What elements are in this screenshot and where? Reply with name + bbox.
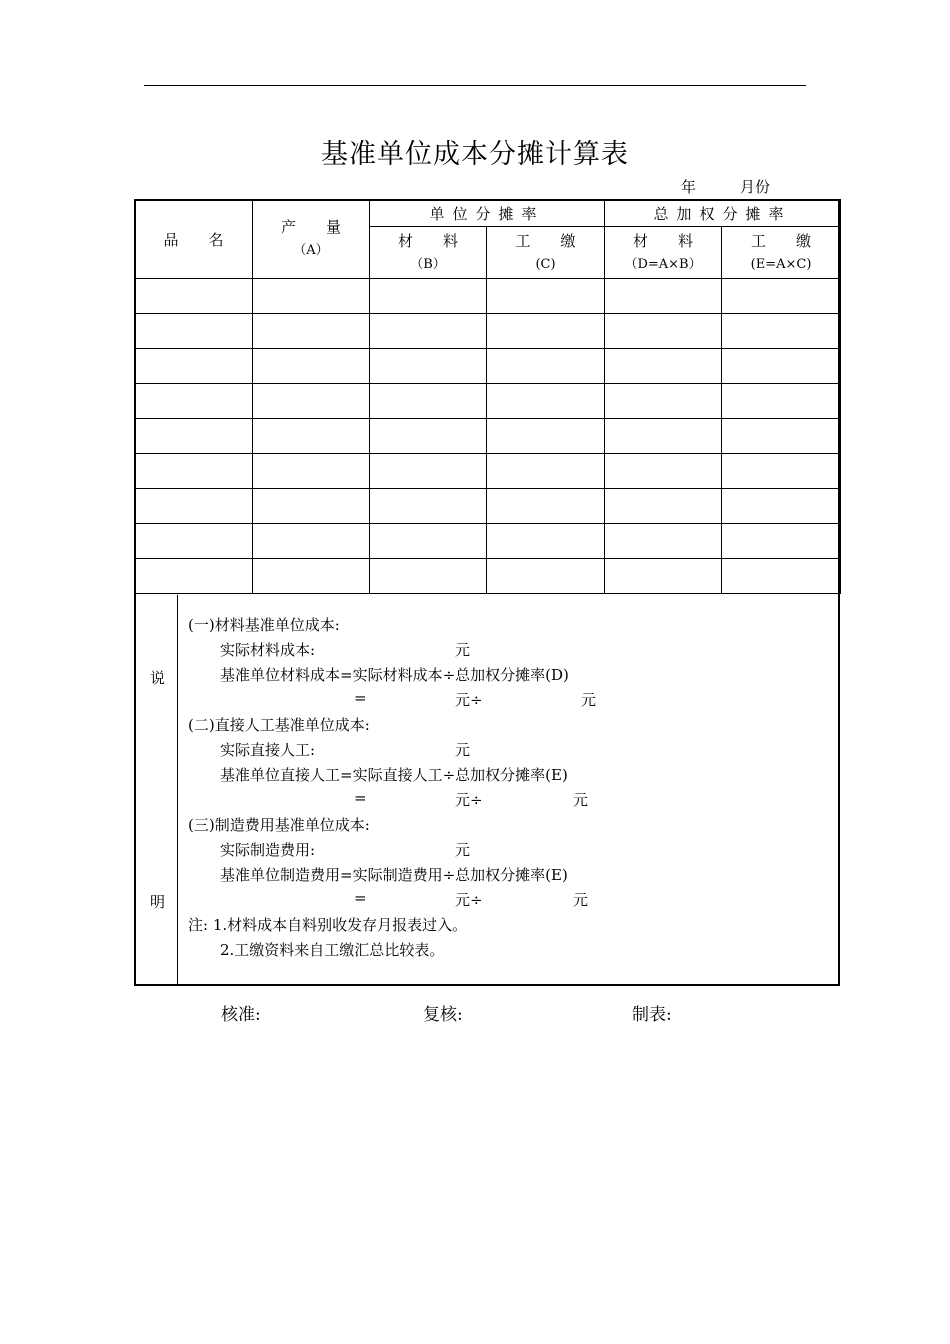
col-group-unit-rate: 单位分摊率: [370, 200, 605, 227]
section-2-equals: =: [354, 789, 367, 807]
col-header-e-label: 工 缴: [751, 231, 812, 250]
col-header-d-code: （D=A×B）: [624, 256, 702, 272]
footer-review: 复核:: [423, 1005, 463, 1025]
table-outer-border: [134, 199, 840, 986]
section-1-actual-label: 实际材料成本:: [220, 641, 316, 659]
section-3-unit-result: 元: [573, 891, 589, 909]
col-header-e-code: (E=A×C): [750, 256, 812, 272]
top-rule: [144, 85, 806, 86]
section-2-actual-unit: 元: [455, 741, 471, 759]
section-3-actual-label: 实际制造费用:: [220, 841, 316, 859]
date-month-label: 月份: [740, 178, 771, 196]
footnote-1: 注: 1.材料成本自料别收发存月报表过入。: [188, 916, 468, 934]
col-header-b-label: 材 料: [397, 231, 458, 250]
col-header-name-label: 品 名: [163, 230, 224, 249]
section-1-equals: =: [354, 689, 367, 707]
section-2-unit-result: 元: [573, 791, 589, 809]
col-header-qty-code: （A）: [293, 243, 329, 258]
section-1-formula: 基准单位材料成本=实际材料成本÷总加权分摊率(D): [220, 666, 569, 684]
footer-approve: 核准:: [221, 1005, 261, 1025]
section-2-unit-divide: 元÷: [455, 791, 483, 809]
page-title: 基准单位成本分摊计算表: [321, 139, 629, 170]
section-1-actual-unit: 元: [455, 641, 471, 659]
notes-label-top: 说: [150, 669, 166, 687]
col-group-total-rate: 总加权分摊率: [605, 200, 841, 227]
section-3-title: (三)制造费用基准单位成本:: [188, 816, 370, 834]
footer-prepare: 制表:: [632, 1005, 672, 1025]
section-2-actual-label: 实际直接人工:: [220, 741, 316, 759]
footnote-2: 2.工缴资料来自工缴汇总比较表。: [220, 941, 445, 959]
section-3-equals: =: [354, 889, 367, 907]
col-header-d-label: 材 料: [633, 231, 694, 250]
notes-label-bottom: 明: [150, 893, 166, 911]
section-3-actual-unit: 元: [455, 841, 471, 859]
section-3-formula: 基准单位制造费用=实际制造费用÷总加权分摊率(E): [220, 866, 568, 884]
section-1-unit-result: 元: [581, 691, 597, 709]
section-2-title: (二)直接人工基准单位成本:: [188, 716, 370, 734]
date-year-label: 年: [681, 178, 697, 196]
col-header-c-label: 工 缴: [515, 231, 576, 250]
section-1-unit-divide: 元÷: [455, 691, 483, 709]
section-2-formula: 基准单位直接人工=实际直接人工÷总加权分摊率(E): [220, 766, 568, 784]
col-header-c-code: (C): [535, 256, 556, 272]
col-header-qty-label: 产 量: [280, 218, 341, 236]
col-header-b-code: （B）: [410, 256, 446, 272]
section-1-title: (一)材料基准单位成本:: [188, 616, 340, 634]
section-3-unit-divide: 元÷: [455, 891, 483, 909]
